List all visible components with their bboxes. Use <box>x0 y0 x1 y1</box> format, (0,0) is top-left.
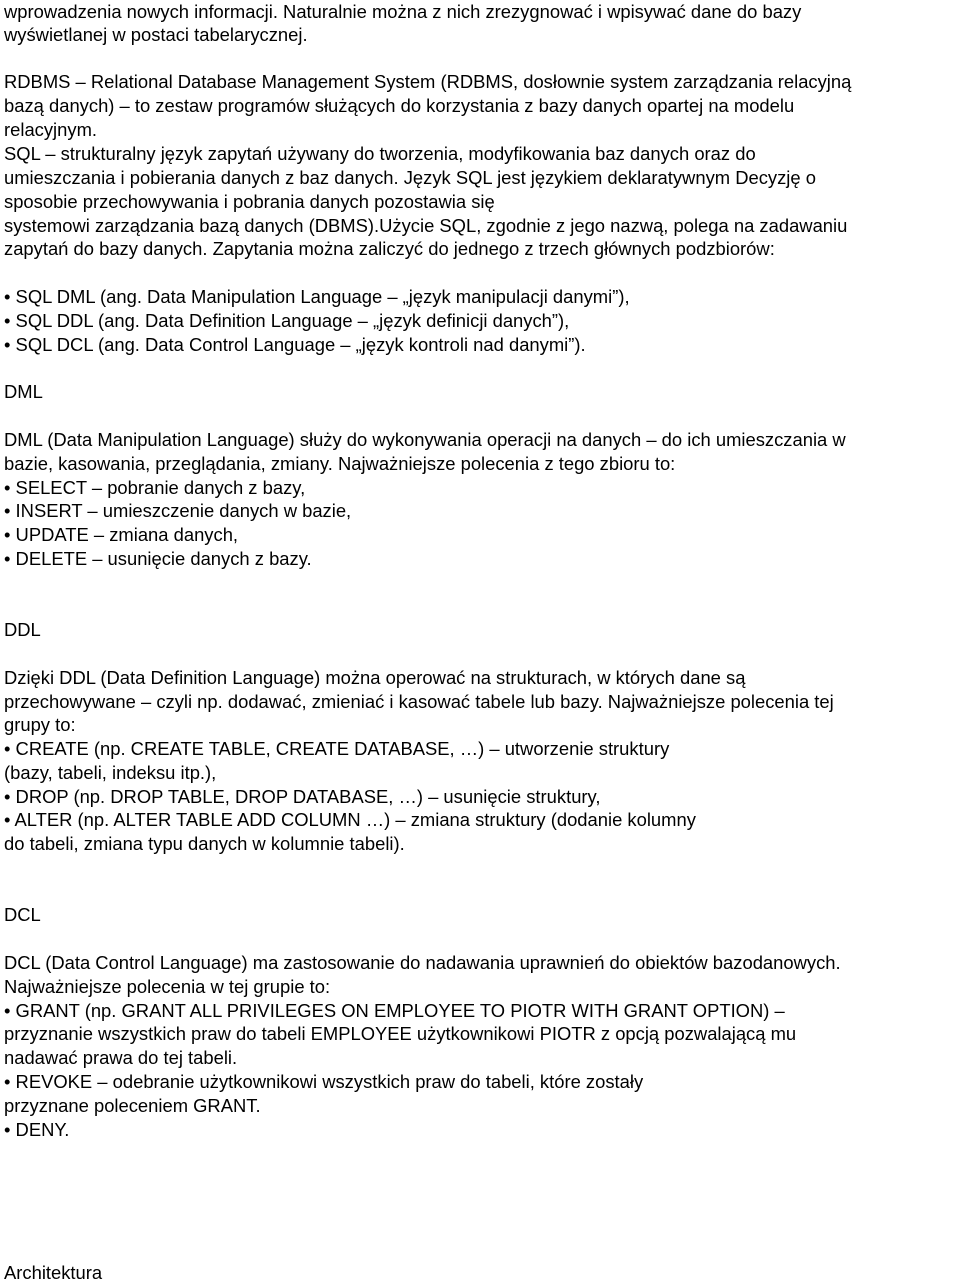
dml-line-2: bazie, kasowania, przeglądania, zmiany. Najważniejsze polecenia z tego zbioru to: <box>4 453 676 474</box>
sql-line-1: SQL – strukturalny język zapytań używany do tworzenia, modyfikowania baz danych oraz do <box>4 143 756 164</box>
dcl-line-2: Najważniejsze polecenia w tej grupie to: <box>4 976 331 997</box>
ddl-line-8: do tabeli, zmiana typu danych w kolumnie tabeli). <box>4 833 405 854</box>
dml-line-1: DML (Data Manipulation Language) służy do wykonywania operacji na danych – do ich umieszczania w <box>4 429 846 450</box>
rdbms-line-2: bazą danych) – to zestaw programów służących do korzystania z bazy danych opartej na modelu <box>4 95 795 116</box>
sql-line-3: sposobie przechowywania i pobrania danych pozostawia się <box>4 191 495 212</box>
list-item-alter: • ALTER (np. ALTER TABLE ADD COLUMN …) – zmiana struktury (dodanie kolumny <box>4 809 696 830</box>
intro-line-1: wprowadzenia nowych informacji. Naturalnie można z nich zrezygnować i wpisywać dane do bazy <box>4 1 802 22</box>
sql-line-2: umieszczania i pobierania danych z baz danych. Język SQL jest językiem deklaratywnym Decyzję o <box>4 167 816 188</box>
sql-line-4: systemowi zarządzania bazą danych (DBMS).Użycie SQL, zgodnie z jego nazwą, polega na zadawaniu <box>4 215 848 236</box>
list-item-delete: • DELETE – usunięcie danych z bazy. <box>4 548 312 569</box>
rdbms-line-1: RDBMS – Relational Database Management System (RDBMS, dosłownie system zarządzania relacyjną <box>4 71 852 92</box>
list-item-revoke: • REVOKE – odebranie użytkownikowi wszystkich praw do tabeli, które zostały <box>4 1071 644 1092</box>
list-item-select: • SELECT – pobranie danych z bazy, <box>4 477 306 498</box>
list-item-drop: • DROP (np. DROP TABLE, DROP DATABASE, …) – usunięcie struktury, <box>4 786 601 807</box>
list-item-create: • CREATE (np. CREATE TABLE, CREATE DATABASE, …) – utworzenie struktury <box>4 738 670 759</box>
ddl-heading: DDL <box>4 619 41 640</box>
architektura-heading: Architektura <box>4 1262 103 1283</box>
ddl-line-1: Dzięki DDL (Data Definition Language) można operować na strukturach, w których dane są <box>4 667 746 688</box>
list-item-sql-dcl: • SQL DCL (ang. Data Control Language – „język kontroli nad danymi”). <box>4 334 586 355</box>
dcl-line-7: przyznane poleceniem GRANT. <box>4 1095 261 1116</box>
list-item-update: • UPDATE – zmiana danych, <box>4 524 239 545</box>
rdbms-line-3: relacyjnym. <box>4 119 97 140</box>
list-item-deny: • DENY. <box>4 1119 70 1140</box>
dcl-line-5: nadawać prawa do tej tabeli. <box>4 1047 238 1068</box>
dcl-line-1: DCL (Data Control Language) ma zastosowanie do nadawania uprawnień do obiektów bazodanowych. <box>4 952 841 973</box>
intro-line-2: wyświetlanej w postaci tabelarycznej. <box>4 24 308 45</box>
dcl-heading: DCL <box>4 904 41 925</box>
dml-heading: DML <box>4 381 43 402</box>
sql-line-5: zapytań do bazy danych. Zapytania można zaliczyć do jednego z trzech głównych podzbiorów: <box>4 238 775 259</box>
ddl-line-2: przechowywane – czyli np. dodawać, zmieniać i kasować tabele lub bazy. Najważniejsze polecenia tej <box>4 691 834 712</box>
list-item-sql-ddl: • SQL DDL (ang. Data Definition Language – „język definicji danych”), <box>4 310 570 331</box>
list-item-sql-dml: • SQL DML (ang. Data Manipulation Language – „język manipulacji danymi”), <box>4 286 630 307</box>
list-item-insert: • INSERT – umieszczenie danych w bazie, <box>4 500 352 521</box>
ddl-line-5: (bazy, tabeli, indeksu itp.), <box>4 762 217 783</box>
list-item-grant: • GRANT (np. GRANT ALL PRIVILEGES ON EMPLOYEE TO PIOTR WITH GRANT OPTION) – <box>4 1000 785 1021</box>
ddl-line-3: grupy to: <box>4 714 76 735</box>
dcl-line-4: przyznanie wszystkich praw do tabeli EMPLOYEE użytkownikowi PIOTR z opcją pozwalającą mu <box>4 1023 797 1044</box>
